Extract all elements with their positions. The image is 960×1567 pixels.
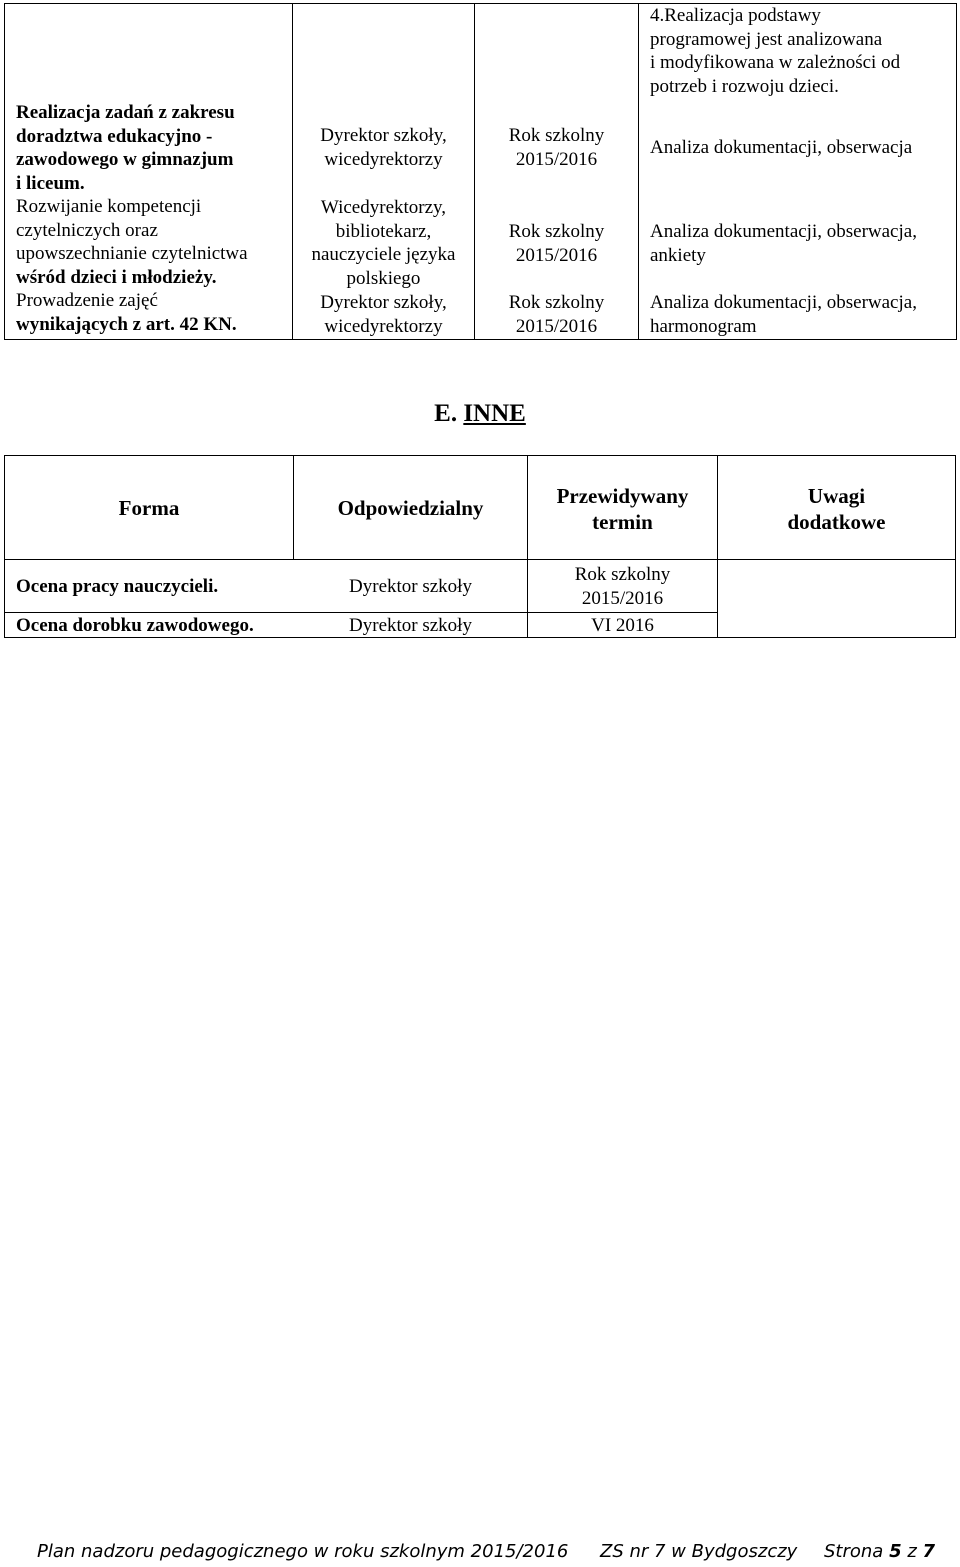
footer-page-prefix: Strona bbox=[824, 1541, 890, 1562]
task-description bbox=[16, 101, 288, 336]
notes-cell bbox=[650, 220, 954, 267]
table-border bbox=[4, 339, 957, 340]
responsible-line: wicedyrektorzy bbox=[324, 148, 443, 170]
responsible-line: wicedyrektorzy bbox=[324, 315, 443, 337]
section-title bbox=[0, 399, 960, 429]
notes-line: potrzeb i rozwoju dzieci. bbox=[650, 75, 839, 97]
notes-header-cell bbox=[650, 4, 954, 98]
footer-page-total: 7 bbox=[922, 1541, 936, 1562]
task-line: doradztwa edukacyjno - bbox=[16, 125, 213, 147]
table-border bbox=[955, 455, 956, 638]
row-forma: Ocena pracy nauczycieli. bbox=[16, 576, 219, 597]
header-odpowiedzialny bbox=[294, 496, 527, 521]
notes-line: 4.Realizacja podstawy bbox=[650, 5, 821, 26]
task-line: wynikających z art. 42 KN. bbox=[16, 313, 237, 335]
term-line: 2015/2016 bbox=[515, 244, 598, 266]
footer-plan: Plan nadzoru pedagogicznego w roku szkolnym 2015/2016 bbox=[37, 1541, 569, 1562]
task-line: czytelniczych oraz bbox=[16, 219, 158, 241]
responsible-cell bbox=[293, 196, 474, 290]
header-uwagi bbox=[718, 483, 955, 535]
table-border bbox=[4, 612, 717, 613]
notes-line: ankiety bbox=[650, 244, 706, 266]
table-border bbox=[4, 455, 5, 638]
term-line: Rok szkolny bbox=[508, 125, 605, 146]
term-cell bbox=[475, 291, 638, 338]
notes-cell bbox=[650, 291, 954, 338]
table-border bbox=[956, 3, 957, 340]
responsible-cell bbox=[293, 291, 474, 338]
term-cell bbox=[475, 220, 638, 267]
header-termin bbox=[528, 483, 717, 535]
table-border bbox=[4, 559, 956, 560]
task-line: Rozwijanie kompetencji bbox=[16, 196, 202, 217]
header-label: Odpowiedzialny bbox=[337, 496, 484, 520]
notes-cell bbox=[650, 136, 954, 160]
notes-line: i modyfikowana w zależności od bbox=[650, 52, 901, 73]
term-line: 2015/2016 bbox=[515, 148, 598, 170]
term-line: 2015/2016 bbox=[515, 315, 598, 337]
term-line: Rok szkolny bbox=[508, 221, 605, 242]
task-line: Realizacja zadań z zakresu bbox=[16, 102, 235, 123]
header-label: Uwagi bbox=[807, 484, 866, 508]
table-border bbox=[474, 3, 475, 340]
header-label: Przewidywany bbox=[556, 484, 689, 508]
section-prefix: E. bbox=[434, 400, 464, 427]
notes-line: programowej jest analizowana bbox=[650, 28, 883, 50]
task-line: wśród dzieci i młodzieży. bbox=[16, 266, 217, 288]
footer-page-mid: z bbox=[901, 1541, 923, 1562]
row-forma: Ocena dorobku zawodowego. bbox=[16, 615, 254, 636]
term-line: Rok szkolny bbox=[574, 564, 671, 585]
notes-line: harmonogram bbox=[650, 315, 757, 337]
task-line: zawodowego w gimnazjum bbox=[16, 149, 234, 170]
responsible-line: bibliotekarz, bbox=[335, 220, 432, 242]
header-label: dodatkowe bbox=[787, 510, 886, 534]
notes-line: Analiza dokumentacji, obserwacja, bbox=[650, 292, 917, 313]
table-border bbox=[4, 3, 5, 340]
footer-school: ZS nr 7 w Bydgoszczy bbox=[600, 1541, 798, 1562]
notes-line: Analiza dokumentacji, obserwacja, bbox=[650, 221, 917, 242]
responsible-line: Dyrektor szkoły, bbox=[320, 125, 447, 146]
responsible-line: polskiego bbox=[346, 267, 421, 289]
responsible-line: Wicedyrektorzy, bbox=[320, 197, 447, 218]
page-footer bbox=[0, 1541, 960, 1565]
term-cell bbox=[475, 124, 638, 171]
row-odpowiedzialny: Dyrektor szkoły bbox=[349, 615, 472, 636]
table-border bbox=[638, 3, 639, 340]
notes-line: Analiza dokumentacji, obserwacja bbox=[650, 137, 913, 158]
header-label: Forma bbox=[118, 496, 180, 520]
footer-page bbox=[824, 1541, 935, 1562]
responsible-line: nauczyciele języka bbox=[311, 244, 456, 265]
task-line: i liceum. bbox=[16, 172, 85, 194]
term-line: 2015/2016 bbox=[581, 587, 664, 609]
row-termin bbox=[528, 563, 717, 610]
responsible-line: Dyrektor szkoły, bbox=[320, 292, 447, 313]
section-name: INNE bbox=[463, 400, 526, 427]
term-line: VI 2016 bbox=[591, 615, 654, 636]
header-forma bbox=[5, 496, 293, 521]
row-odpowiedzialny: Dyrektor szkoły bbox=[349, 576, 472, 597]
task-line: Prowadzenie zajęć bbox=[16, 290, 158, 311]
header-label: termin bbox=[592, 510, 653, 534]
footer-page-num: 5 bbox=[889, 1541, 902, 1562]
table-border bbox=[4, 455, 956, 456]
responsible-cell bbox=[293, 124, 474, 171]
term-line: Rok szkolny bbox=[508, 292, 605, 313]
task-line: upowszechnianie czytelnictwa bbox=[16, 243, 248, 264]
row-termin bbox=[528, 614, 717, 638]
